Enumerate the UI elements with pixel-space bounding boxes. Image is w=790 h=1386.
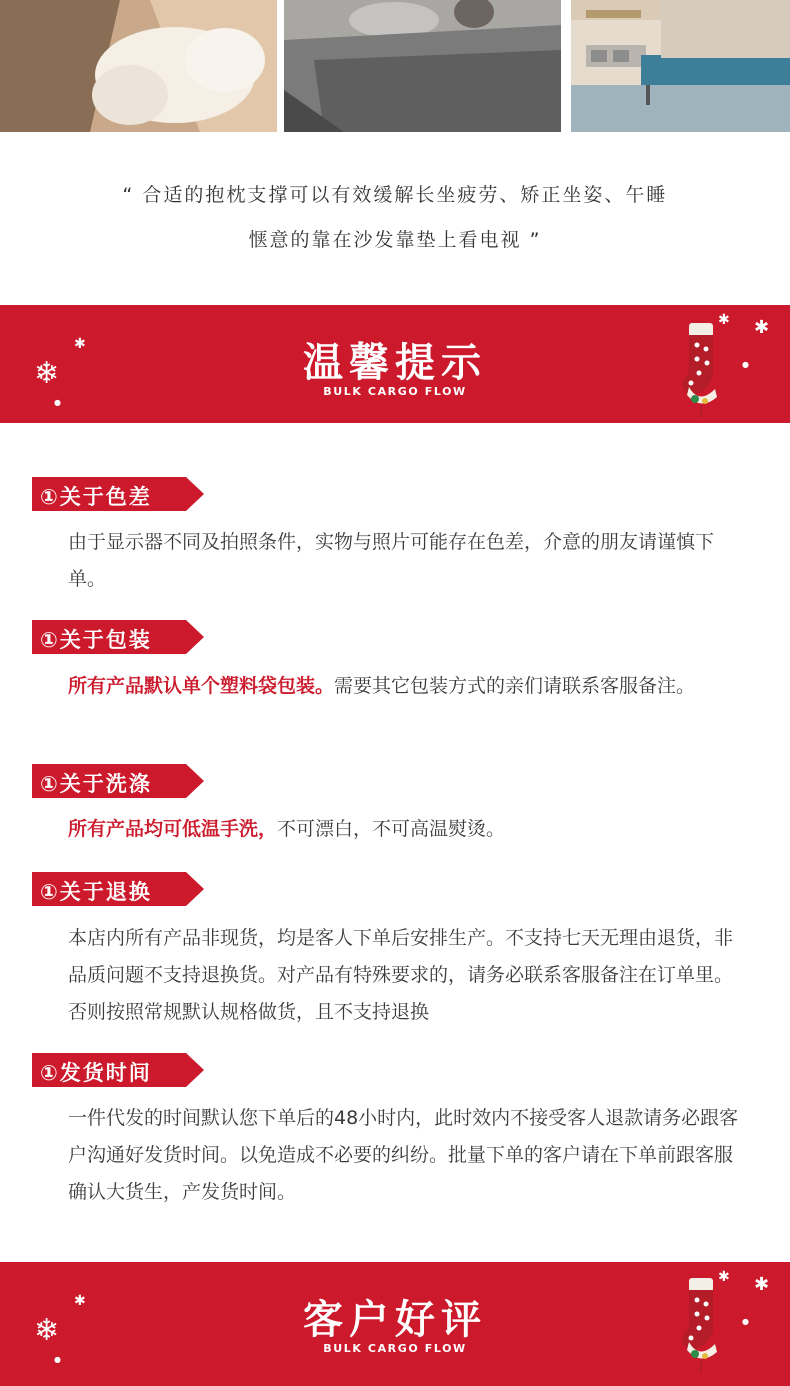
body-text: 需要其它包装方式的亲们请联系客服备注。 (334, 675, 696, 697)
section-title: ①关于包装 (40, 628, 152, 652)
section-tag-shipping-time (32, 1053, 204, 1087)
snowflake-icon: ● (742, 360, 749, 369)
quote-line-1: “ 合适的抱枕支撑可以有效缓解长坐疲劳、矫正坐姿、午睡 (122, 184, 668, 206)
snowflake-icon: ● (54, 398, 61, 407)
section-tag-color-difference (32, 477, 204, 511)
highlight-text: 所有产品均可低温手洗， (68, 818, 278, 840)
bedroom-bed-photo (284, 0, 561, 132)
section-body (68, 1100, 748, 1211)
snowflake-icon: ✱ (754, 317, 770, 338)
snowflake-icon: ● (54, 1355, 61, 1364)
section-title: ①关于色差 (40, 485, 152, 509)
banner-subtitle: BULK CARGO FLOW (323, 1342, 467, 1355)
body-text: 由于显示器不同及拍照条件，实物与照片可能存在色差，介意的朋友请谨慎下单。 (68, 531, 715, 590)
reviews-banner (0, 1262, 790, 1386)
section-tag-washing (32, 764, 204, 798)
body-text: 一件代发的时间默认您下单后的48小时内，此时效内不接受客人退款请务必跟客户沟通好发货时间。以免造成不必要的纠纷。批量下单的客户请在下单前跟客服确认大货生，产发货时间。 (68, 1107, 739, 1203)
section-title: ①发货时间 (40, 1061, 152, 1085)
bedroom-sidetable-photo (571, 0, 790, 132)
section-body (68, 811, 748, 848)
section-title: ①关于洗涤 (40, 772, 152, 796)
body-text: 本店内所有产品非现货，均是客人下单后安排生产。不支持七天无理由退货，非品质问题不支持退换货。对产品有特殊要求的，请务必联系客服备注在订单里。否则按照常规默认规格做货，且不支持退换 (68, 927, 734, 1023)
section-tag-returns (32, 872, 204, 906)
section-body (68, 524, 748, 598)
stocking-icon (675, 312, 735, 419)
snowflake-icon: ● (742, 1317, 749, 1326)
tips-banner (0, 305, 790, 423)
snowflake-icon: ✱ (754, 1274, 770, 1295)
body-text: 不可漂白，不可高温熨烫。 (277, 818, 506, 840)
snowflake-icon: ❄ (34, 1313, 60, 1348)
highlight-text: 所有产品默认单个塑料袋包装。 (68, 675, 335, 697)
banner-title: 温馨提示 (303, 340, 487, 386)
quote-line-2: 惬意的靠在沙发靠垫上看电视 ” (248, 229, 542, 251)
snowflake-icon: ✱ (74, 336, 86, 352)
stocking-icon (675, 1270, 735, 1374)
banner-subtitle: BULK CARGO FLOW (323, 385, 467, 398)
snowflake-icon: ✱ (718, 312, 730, 328)
section-tag-packaging (32, 620, 204, 654)
section-body (68, 920, 748, 1031)
section-title: ①关于退换 (40, 880, 152, 904)
photo-strip (0, 0, 790, 132)
section-body (68, 668, 748, 705)
banner-title: 客户好评 (303, 1297, 487, 1343)
snowflake-icon: ✱ (718, 1269, 730, 1285)
snowflake-icon: ✱ (74, 1293, 86, 1309)
car-neck-pillow-photo (0, 0, 277, 132)
snowflake-icon: ❄ (34, 356, 60, 391)
